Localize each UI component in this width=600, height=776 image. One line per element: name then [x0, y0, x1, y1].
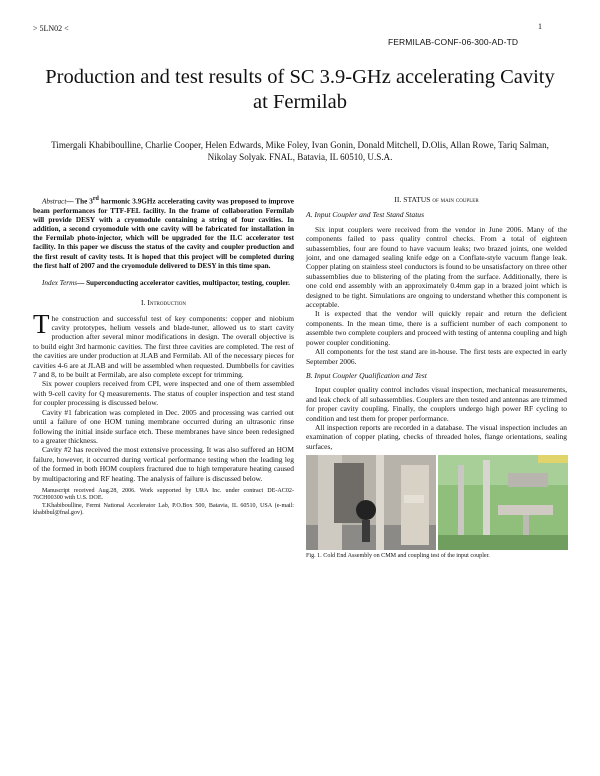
section-heading-introduction: I. Introduction [141, 298, 186, 308]
status-paragraph-3: All components for the test stand are in-house. The first tests are expected in early September 2006. [306, 347, 567, 366]
subsection-heading-b: B. Input Coupler Qualification and Test [306, 370, 427, 380]
cmm-photo [306, 455, 436, 550]
figure-caption: Fig. 1. Cold End Assembly on CMM and coupling test of the input coupler. [306, 553, 490, 560]
section-heading-status: II. STATUS of main coupler [394, 195, 479, 204]
qualification-paragraph-2: All inspection reports are recorded in a database. The visual inspection includes an examination of copper plating, checks of threaded holes, flange orientations, sealing surfaces, [306, 422, 567, 451]
abstract: Abstract— The 3rd harmonic 3.9GHz accelerating cavity was proposed to improve beam performances for TTF-FEL facility. In the frame of collaboration Fermilab will provide DESY with a cryomodule containing a string of four cavities. In addition, a second cryomodule with one cavity will be fabricated for installation in the Fermilab photo-injector, which will be upgraded for the ILC accelerator test facility. In this paper we discuss the status of the cavity and coupler production and the first result of cavity tests. It is hoped that this project will be completed during the first half of 2007 and the cryomodule delivered to DESY in this time span. [33, 196, 294, 270]
intro-paragraph-1: The construction and successful test of key components: copper and niobium cavity prototypes, helium vessels and blade-tuner, allowed us to start cavity production after several minor modifications in design. The overall objective is to build eight 3rd harmonic cavities. The first three cavities are completed. The rest of the cavities are under production at JLAB and Fermilab. All of the necessary pieces for cavities 4-6 are at JLAB and will be assembled when requested. Dumbbells for cavities 7 and 8, to be built at Fermilab, are also complete except for trimming. [33, 308, 294, 380]
status-paragraph-1: Six input couplers were received from the vendor in June 2006. Many of the components failed to pass quality control checks. From a total of eighteen subassemblies, four are found to have vacuum leaks; two brazed joints, one welded joint, and one damaged sealing knife edge on a Conflate-style vacuum flange leak. Copper plating on stainless steel conductors is found to be unsatisfactory on three other subassemblies due to blistering of the plating from the surface. Additionally, there is one cold end assembly with an approximately 0.4mm gap in a brazed joint which is designed to be tight. Simulations are ongoing to understand whether this component is acceptable. [306, 224, 567, 310]
intro-paragraph-4: Cavity #2 has received the most extensive processing. It was also suffered an HOM failure, however, it occurred during vertical performance testing when the leading leg of the formed in both HOM couplers fractured due to high temperature heating caused by multipactoring and RF heating. The analysis of failure is discussed below. [33, 445, 294, 483]
qualification-paragraph-1: Input coupler quality control includes visual inspection, mechanical measurements, and leak check of all subassemblies. Couplers are then tested and antennas are trimmed for proper cavity coupling. Finally, the couplers undergo high power RF cycling to condition and test them for proper performance. [306, 385, 567, 423]
index-terms-label: Index Terms [42, 279, 78, 288]
paper-title: Production and test results of SC 3.9-GHz accelerating Cavity at Fermilab [45, 66, 555, 113]
abstract-label: Abstract [42, 197, 67, 206]
drop-cap: T [33, 308, 50, 339]
left-column [33, 195, 294, 518]
intro-paragraph-2: Six power couplers received from CPI, were inspected and one of them assembled with 9-cell cavity for Q measurements. The status of coupler inspection and test stand for coupler processing is discussed below. [33, 379, 294, 408]
index-terms: Index Terms— Superconducting accelerator cavities, multipactor, testing, coupler. [42, 279, 290, 288]
coupling-test-photo [438, 455, 568, 550]
status-paragraph-2: It is expected that the vendor will quickly repair and return the deficient components. In the mean time, there is a sufficient number of each component to assemble two complete couplers and proceed with testing of antenna coupling and high power coupler conditioning. [306, 309, 567, 347]
running-header: > 5LN02 < [33, 24, 69, 33]
footnote: Manuscript received Aug.28, 2006. Work supported by URA Inc. under contract DE-AC02-76CH00300 with U.S. DOE. T.Khabiboulline, Fermi National Accelerator Lab, P.O.Box 500, Batavia, IL 60510, USA (e-mail: khabibul@fnal.gov). [33, 487, 294, 517]
intro-paragraph-3: Cavity #1 fabrication was completed in Dec. 2005 and processing was carried out until a failure of one HOM tuning membrane occurred during an ultrasonic rinse following the initial inside surface etch. These membranes have since been redesigned to a greater thickness. [33, 407, 294, 445]
page-number: 1 [538, 22, 542, 31]
right-column [306, 195, 567, 561]
subsection-heading-a: A. Input Coupler and Test Stand Status [306, 210, 425, 220]
author-list: Timergali Khabiboulline, Charlie Cooper, Helen Edwards, Mike Foley, Ivan Gonin, Donald Mitchell, D.Olis, Allan Rowe, Tariq Salman, Nikolay Solyak. FNAL, Batavia, IL 60510, U.S.A. [51, 140, 549, 162]
document-id: FERMILAB-CONF-06-300-AD-TD [388, 37, 519, 47]
figure-1 [306, 455, 568, 550]
